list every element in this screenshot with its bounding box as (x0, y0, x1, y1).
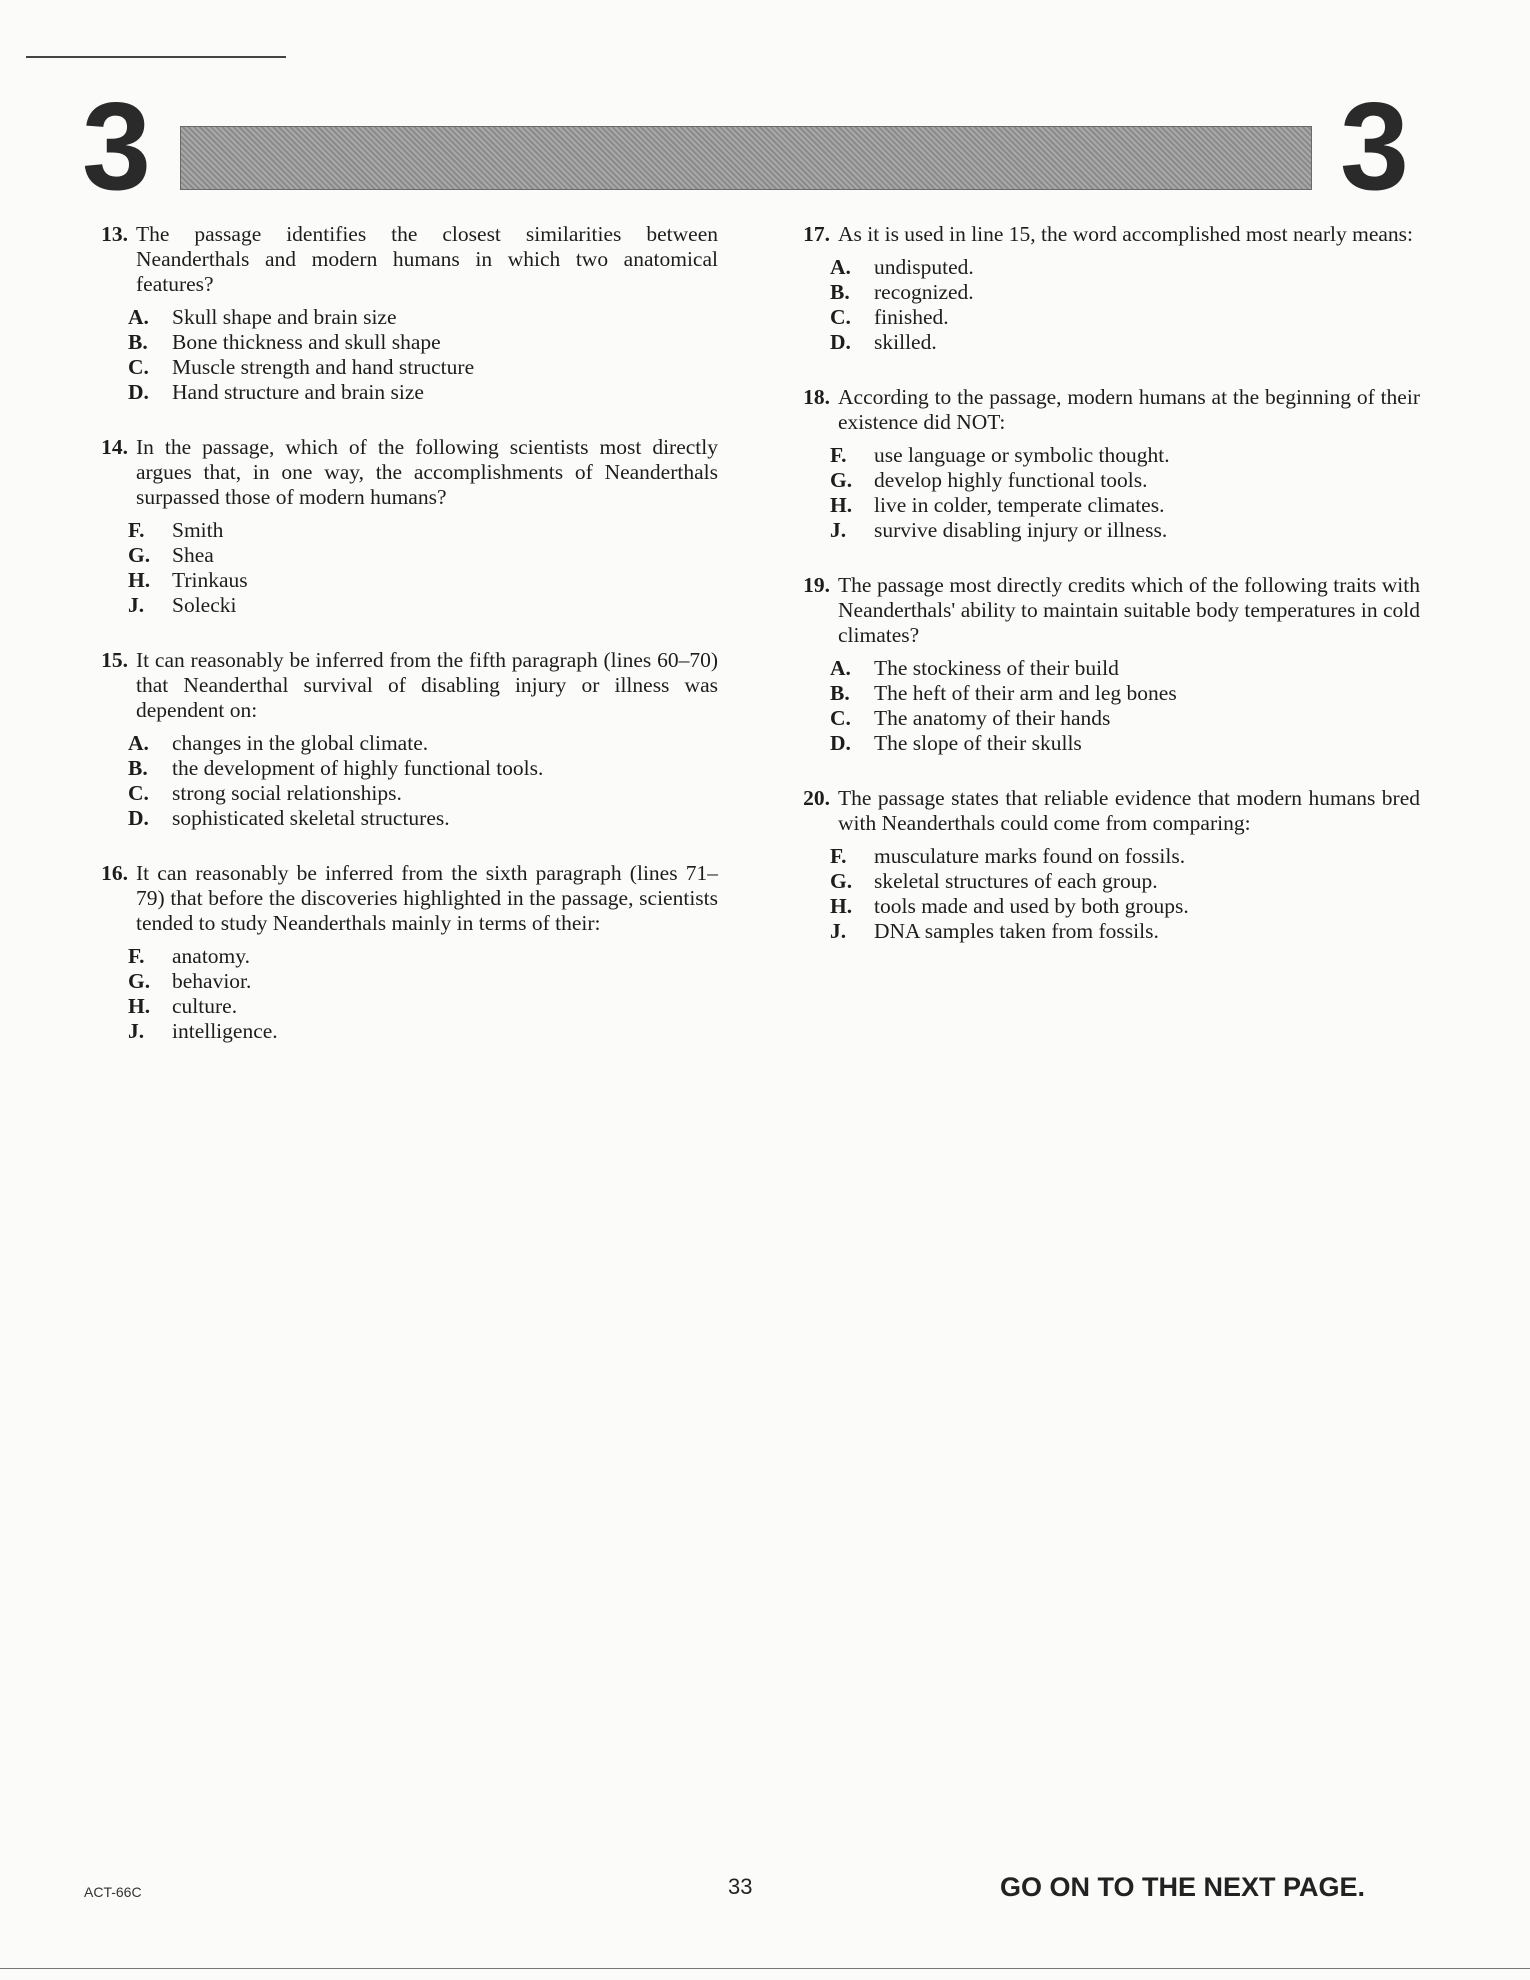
question-15 (78, 648, 718, 831)
question-stem: The passage most directly credits which of the following traits with Neanderthals' ability to maintain suitable body temperatures in cold climates? (838, 573, 1420, 647)
answer-choice[interactable] (128, 593, 718, 618)
choice-letter: J. (830, 518, 847, 542)
question-number: 15. (101, 648, 128, 672)
question-stem: As it is used in line 15, the word accomplished most nearly means: (838, 222, 1414, 246)
choice-letter: H. (128, 568, 151, 592)
choice-text: skeletal structures of each group. (874, 869, 1158, 893)
answer-choice[interactable] (128, 330, 718, 355)
next-page-notice: GO ON TO THE NEXT PAGE. (1000, 1872, 1366, 1902)
choice-text: Hand structure and brain size (172, 380, 424, 404)
answer-choice[interactable] (830, 706, 1420, 731)
choice-letter: A. (830, 656, 851, 680)
question-number: 16. (101, 861, 128, 885)
answer-choice[interactable] (830, 493, 1420, 518)
question-stem: In the passage, which of the following scientists most directly argues that, in one way, the accomplishments of Neanderthals surpassed those of modern humans? (136, 435, 718, 509)
answer-choices (128, 731, 718, 831)
choice-letter: C. (830, 305, 851, 329)
section-header-bar (180, 126, 1312, 190)
answer-choice[interactable] (128, 756, 718, 781)
answer-choice[interactable] (128, 806, 718, 831)
choice-text: undisputed. (874, 255, 974, 279)
choice-letter: J. (128, 1019, 145, 1043)
answer-choices (128, 944, 718, 1044)
answer-choice[interactable] (128, 518, 718, 543)
question-19 (780, 573, 1420, 756)
answer-choice[interactable] (128, 568, 718, 593)
answer-choice[interactable] (830, 280, 1420, 305)
choice-text: Muscle strength and hand structure (172, 355, 475, 379)
choice-text: DNA samples taken from fossils. (874, 919, 1159, 943)
choice-letter: H. (830, 894, 853, 918)
answer-choice[interactable] (128, 355, 718, 380)
choice-letter: A. (128, 305, 149, 329)
choice-letter: B. (128, 330, 148, 354)
top-rule (26, 56, 286, 58)
choice-letter: G. (128, 543, 151, 567)
answer-choice[interactable] (830, 468, 1420, 493)
choice-letter: G. (128, 969, 151, 993)
answer-choices (128, 305, 718, 405)
choice-text: intelligence. (172, 1019, 278, 1043)
question-stem: The passage identifies the closest similarities between Neanderthals and modern humans in which two anatomical features? (136, 222, 718, 296)
choice-letter: B. (830, 681, 850, 705)
choice-letter: F. (830, 844, 847, 868)
choice-text: use language or symbolic thought. (874, 443, 1170, 467)
choice-letter: D. (128, 806, 149, 830)
choice-text: Shea (172, 543, 214, 567)
choice-text: The anatomy of their hands (874, 706, 1111, 730)
choice-letter: D. (830, 330, 851, 354)
choice-text: Smith (172, 518, 224, 542)
choice-letter: G. (830, 869, 853, 893)
choice-letter: D. (128, 380, 149, 404)
question-14 (78, 435, 718, 618)
choice-letter: F. (128, 518, 145, 542)
choice-text: The stockiness of their build (874, 656, 1119, 680)
question-17 (780, 222, 1420, 355)
answer-choices (128, 518, 718, 618)
question-number: 13. (101, 222, 128, 246)
choice-text: live in colder, temperate climates. (874, 493, 1165, 517)
choice-letter: G. (830, 468, 853, 492)
choice-letter: H. (830, 493, 853, 517)
choice-letter: F. (128, 944, 145, 968)
choice-letter: F. (830, 443, 847, 467)
question-number: 14. (101, 435, 128, 459)
answer-choice[interactable] (830, 844, 1420, 869)
choice-text: behavior. (172, 969, 252, 993)
choice-letter: A. (128, 731, 149, 755)
answer-choice[interactable] (830, 656, 1420, 681)
answer-choice[interactable] (128, 1019, 718, 1044)
choice-text: the development of highly functional tools. (172, 756, 544, 780)
form-code: ACT-66C (84, 1884, 142, 1900)
choice-text: finished. (874, 305, 949, 329)
page-number: 33 (728, 1874, 753, 1899)
question-stem: According to the passage, modern humans at the beginning of their existence did NOT: (838, 385, 1420, 434)
choice-text: tools made and used by both groups. (874, 894, 1189, 918)
choice-text: The slope of their skulls (874, 731, 1082, 755)
choice-text: recognized. (874, 280, 974, 304)
choice-text: skilled. (874, 330, 937, 354)
answer-choice[interactable] (830, 894, 1420, 919)
question-stem: It can reasonably be inferred from the sixth paragraph (lines 71–79) that before the discoveries highlighted in the passage, scientists tended to study Neanderthals mainly in terms of their: (136, 861, 718, 935)
answer-choices (830, 844, 1420, 944)
answer-choices (830, 443, 1420, 543)
question-16 (78, 861, 718, 1044)
question-number: 19. (803, 573, 830, 597)
choice-letter: A. (830, 255, 851, 279)
answer-choice[interactable] (830, 919, 1420, 944)
question-stem: The passage states that reliable evidence that modern humans bred with Neanderthals could come from comparing: (838, 786, 1420, 835)
section-number-right: 3 (1340, 78, 1409, 216)
answer-choice[interactable] (128, 994, 718, 1019)
answer-choice[interactable] (128, 781, 718, 806)
choice-letter: B. (128, 756, 148, 780)
answer-choice[interactable] (830, 305, 1420, 330)
choice-letter: C. (128, 355, 149, 379)
bottom-rule (0, 1968, 1530, 1969)
choice-text: develop highly functional tools. (874, 468, 1148, 492)
choice-letter: H. (128, 994, 151, 1018)
answer-choice[interactable] (830, 731, 1420, 756)
question-13 (78, 222, 718, 405)
answer-choice[interactable] (128, 944, 718, 969)
section-number-left: 3 (82, 78, 151, 216)
choice-letter: D. (830, 731, 851, 755)
choice-text: anatomy. (172, 944, 251, 968)
left-question-column (78, 222, 718, 1074)
choice-text: musculature marks found on fossils. (874, 844, 1186, 868)
right-question-column (780, 222, 1420, 974)
question-20 (780, 786, 1420, 944)
choice-text: sophisticated skeletal structures. (172, 806, 450, 830)
answer-choice[interactable] (830, 681, 1420, 706)
choice-text: Bone thickness and skull shape (172, 330, 441, 354)
answer-choices (830, 656, 1420, 756)
question-stem: It can reasonably be inferred from the fifth paragraph (lines 60–70) that Neanderthal survival of disabling injury or illness was dependent on: (136, 648, 718, 722)
choice-letter: C. (830, 706, 851, 730)
choice-text: changes in the global climate. (172, 731, 429, 755)
answer-choices (830, 255, 1420, 355)
question-18 (780, 385, 1420, 543)
answer-choice[interactable] (830, 869, 1420, 894)
answer-choice[interactable] (830, 255, 1420, 280)
answer-choice[interactable] (830, 330, 1420, 355)
choice-text: Skull shape and brain size (172, 305, 397, 329)
choice-letter: B. (830, 280, 850, 304)
choice-letter: J. (128, 593, 145, 617)
question-number: 17. (803, 222, 830, 246)
choice-text: culture. (172, 994, 238, 1018)
answer-choice[interactable] (830, 518, 1420, 543)
answer-choice[interactable] (128, 969, 718, 994)
answer-choice[interactable] (128, 380, 718, 405)
choice-text: The heft of their arm and leg bones (874, 681, 1177, 705)
choice-text: Solecki (172, 593, 237, 617)
choice-letter: C. (128, 781, 149, 805)
answer-choice[interactable] (128, 543, 718, 568)
answer-choice[interactable] (128, 731, 718, 756)
question-number: 20. (803, 786, 830, 810)
choice-text: strong social relationships. (172, 781, 402, 805)
question-number: 18. (803, 385, 830, 409)
choice-text: survive disabling injury or illness. (874, 518, 1168, 542)
choice-letter: J. (830, 919, 847, 943)
choice-text: Trinkaus (172, 568, 248, 592)
answer-choice[interactable] (128, 305, 718, 330)
answer-choice[interactable] (830, 443, 1420, 468)
